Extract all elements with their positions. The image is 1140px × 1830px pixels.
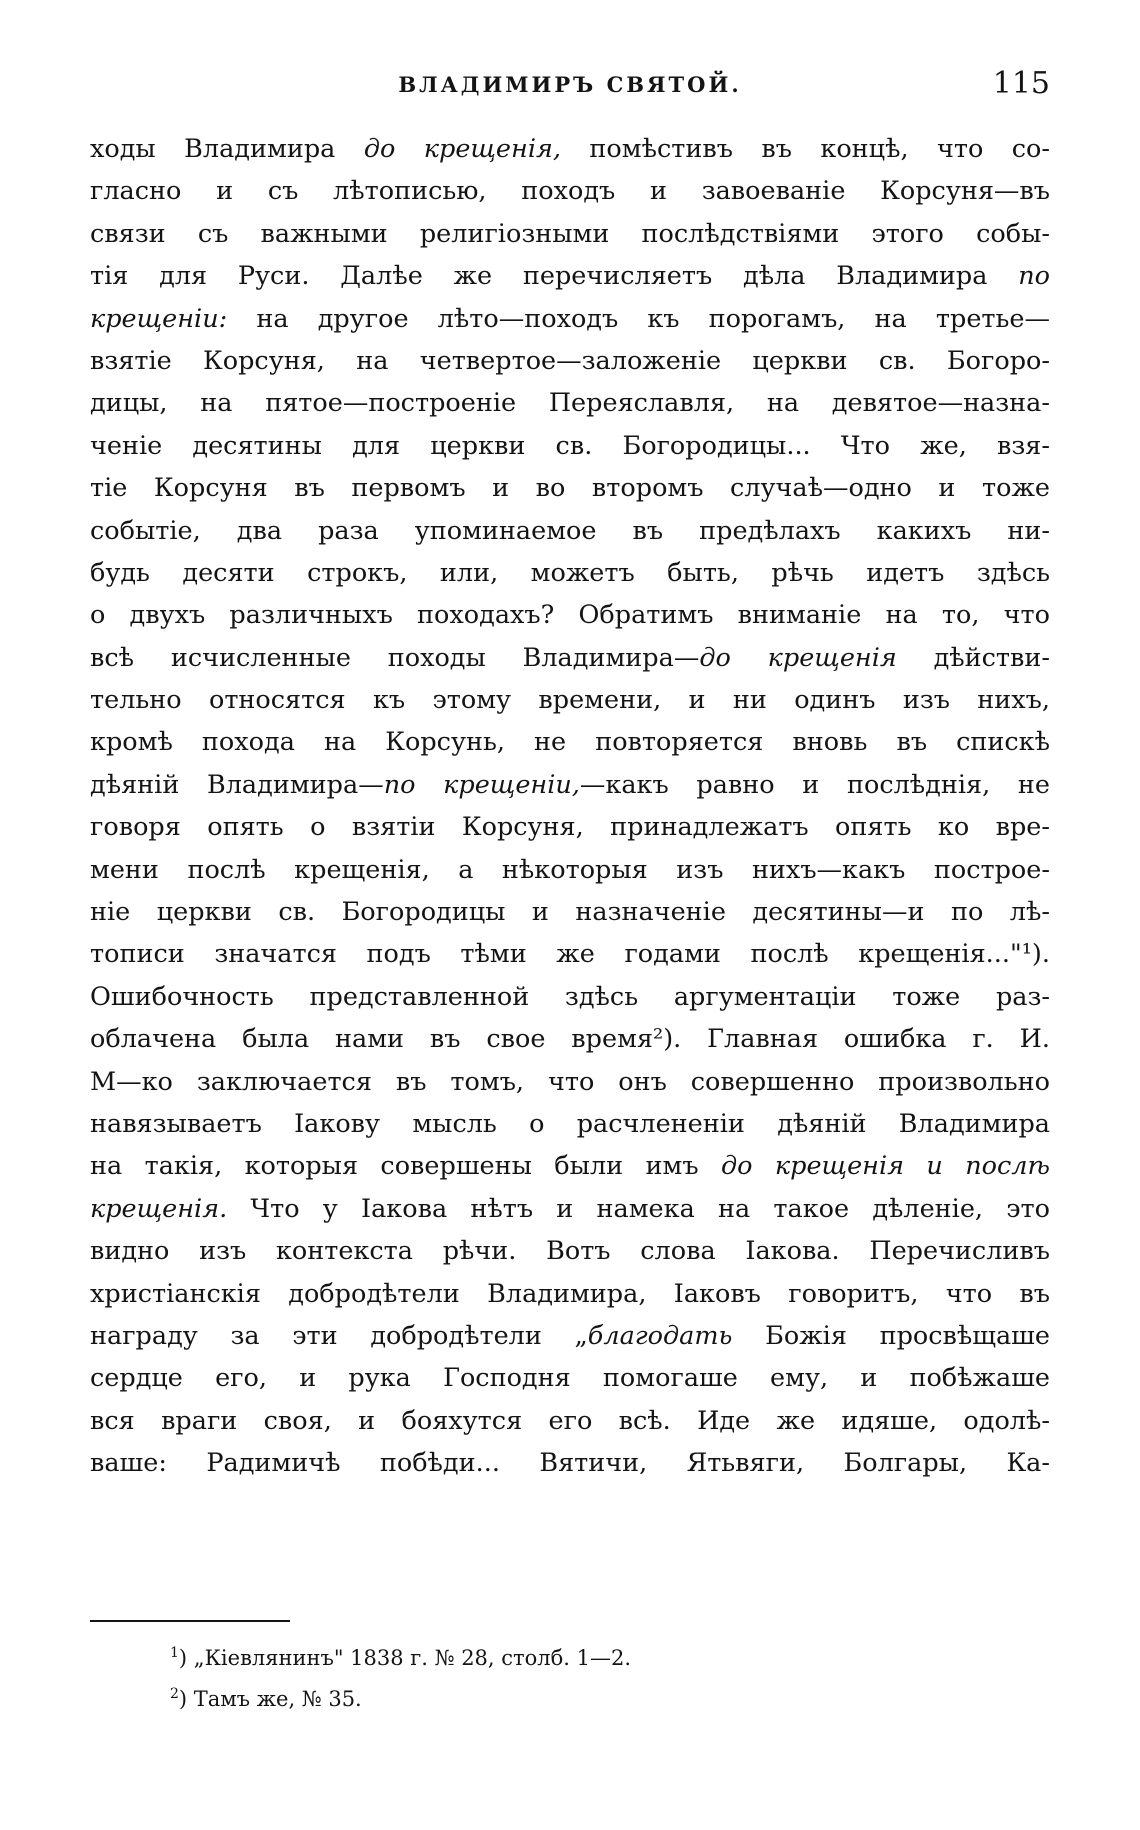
text-line [90, 594, 1050, 636]
italic-text-span: до крещенія, [363, 134, 561, 164]
italic-text-span: до крещенія [699, 642, 897, 673]
text-line [90, 213, 1050, 255]
text-line [90, 382, 1050, 424]
text-span: тіе Корсуня въ первомъ и во второмъ случаѣ—одно и тоже [90, 473, 1050, 504]
text-line [90, 1357, 1050, 1399]
text-span: сердце его, и рука Господня помогаше ему, и побѣжаше [90, 1363, 1050, 1394]
text-span: тельно относятся къ этому времени, и ни одинъ изъ нихъ, [90, 685, 1050, 716]
text-line [90, 1061, 1050, 1103]
text-line [90, 1442, 1050, 1484]
text-line [90, 1400, 1050, 1442]
text-line [90, 510, 1050, 552]
text-line [90, 298, 1050, 340]
footnote-mark: 1 [170, 1645, 179, 1661]
footnote-divider [90, 1620, 290, 1622]
text-span: будь десяти строкъ, или, можетъ быть, рѣчь идетъ здѣсь [90, 557, 1050, 588]
page-number: 115 [992, 66, 1050, 101]
text-line [90, 552, 1050, 594]
text-line [90, 679, 1050, 721]
text-span: дицы, на пятое—построеніе Переяславля, на девятое—назна- [90, 388, 1050, 419]
text-span: ходы Владимира [90, 134, 364, 164]
text-line [90, 891, 1050, 933]
text-span: гласно и съ лѣтописью, походъ и завоеваніе Корсуня—въ [90, 176, 1050, 207]
text-span: навязываетъ Іакову мысль о расчлененіи дѣяній Владимира [90, 1108, 1050, 1139]
text-span: облачена была нами въ свое время²). Главная ошибка г. И. [90, 1024, 1050, 1055]
text-span: о двухъ различныхъ походахъ? Обратимъ вниманіе на то, что [90, 600, 1050, 631]
page-header [90, 66, 1050, 112]
text-span: говоря опять о взятіи Корсуня, принадлежатъ опять ко вре- [90, 812, 1050, 843]
footnotes [170, 1635, 970, 1717]
running-title: ВЛАДИМИРЪ СВЯТОЙ. [398, 72, 742, 97]
text-span: дѣяній Владимира— [90, 769, 384, 800]
text-line [90, 764, 1050, 806]
text-span: тописи значатся подъ тѣми же годами послѣ крещенія..."¹). [90, 939, 1050, 970]
footnote-text: Тамъ же, № 35. [193, 1687, 362, 1711]
text-span: ченіе десятины для церкви св. Богородицы... Что же, взя- [90, 430, 1050, 461]
text-span: помѣстивъ въ концѣ, что со- [560, 134, 1050, 164]
text-line [90, 128, 1050, 170]
text-line [90, 1145, 1050, 1187]
text-span: —какъ равно и послѣднія, не [579, 769, 1050, 800]
text-line [90, 425, 1050, 467]
text-span: христіанскія добродѣтели Владимира, Іаковъ говоритъ, что въ [90, 1278, 1050, 1309]
text-line [90, 1188, 1050, 1230]
italic-text-span: по крещеніи, [383, 769, 580, 800]
text-line [90, 1315, 1050, 1357]
text-span: вся враги своя, и бояхутся его всѣ. Иде же идяше, одолѣ- [90, 1405, 1050, 1436]
text-line [90, 721, 1050, 763]
text-span: взятіе Корсуня, на четвертое—заложеніе церкви св. Богоро- [90, 345, 1050, 376]
text-span: видно изъ контекста рѣчи. Вотъ слова Іакова. Перечисливъ [90, 1236, 1050, 1267]
text-line [90, 340, 1050, 382]
text-line [90, 849, 1050, 891]
footnote-paren: ) [178, 1646, 194, 1670]
text-span: Ошибочность представленной здѣсь аргументаціи тоже раз- [90, 981, 1050, 1012]
text-span: тія для Руси. Далѣе же перечисляетъ дѣла Владимира [90, 261, 1019, 292]
text-line [90, 1230, 1050, 1272]
text-line [90, 637, 1050, 679]
text-line [90, 170, 1050, 212]
text-line [90, 1018, 1050, 1060]
text-span: всѣ исчисленные походы Владимира— [90, 642, 700, 673]
text-span: событіе, два раза упоминаемое въ предѣлахъ какихъ ни- [90, 515, 1050, 546]
footnote-text: „Кіевлянинъ" 1838 г. № 28, столб. 1—2. [193, 1646, 632, 1670]
text-span: ніе церкви св. Богородицы и назначеніе десятины—и по лѣ- [90, 897, 1050, 928]
text-span: ваше: Радимичѣ побѣди... Вятичи, Ятьвяги, Болгары, Ка- [90, 1448, 1050, 1479]
text-span: кромѣ похода на Корсунь, не повторяется вновь въ спискѣ [90, 727, 1050, 758]
text-line [90, 1273, 1050, 1315]
text-line [90, 255, 1050, 297]
footnote [170, 1635, 970, 1676]
footnote-mark: 2 [170, 1686, 179, 1702]
italic-text-span: по [1018, 261, 1050, 292]
footnote-paren: ) [178, 1687, 194, 1711]
text-span: на другое лѣто—походъ къ порогамъ, на третье— [227, 303, 1050, 334]
italic-text-span: крещеніи: [90, 303, 228, 334]
text-line [90, 467, 1050, 509]
italic-text-span: благодать [587, 1320, 733, 1351]
text-span: М—ко заключается въ томъ, что онъ совершенно произвольно [90, 1066, 1050, 1097]
text-line [90, 806, 1050, 848]
italic-text-span: до крещенія и послѣ [721, 1151, 1050, 1182]
text-line [90, 1103, 1050, 1145]
text-span: награду за эти добродѣтели „ [90, 1320, 588, 1351]
footnote [170, 1676, 970, 1717]
text-line [90, 976, 1050, 1018]
italic-text-span: крещенія. [90, 1193, 228, 1224]
text-span: связи съ важными религіозными послѣдствіями этого собы- [90, 218, 1050, 249]
text-span: Что у Іакова нѣтъ и намека на такое дѣленіе, это [227, 1193, 1050, 1224]
text-span: Божія просвѣщаше [732, 1320, 1050, 1351]
text-line [90, 933, 1050, 975]
body-text [90, 128, 1050, 1485]
text-span: дѣйстви- [896, 642, 1051, 673]
text-span: мени послѣ крещенія, а нѣкоторыя изъ нихъ—какъ построе- [90, 854, 1050, 885]
text-span: на такія, которыя совершены были имъ [90, 1151, 721, 1182]
